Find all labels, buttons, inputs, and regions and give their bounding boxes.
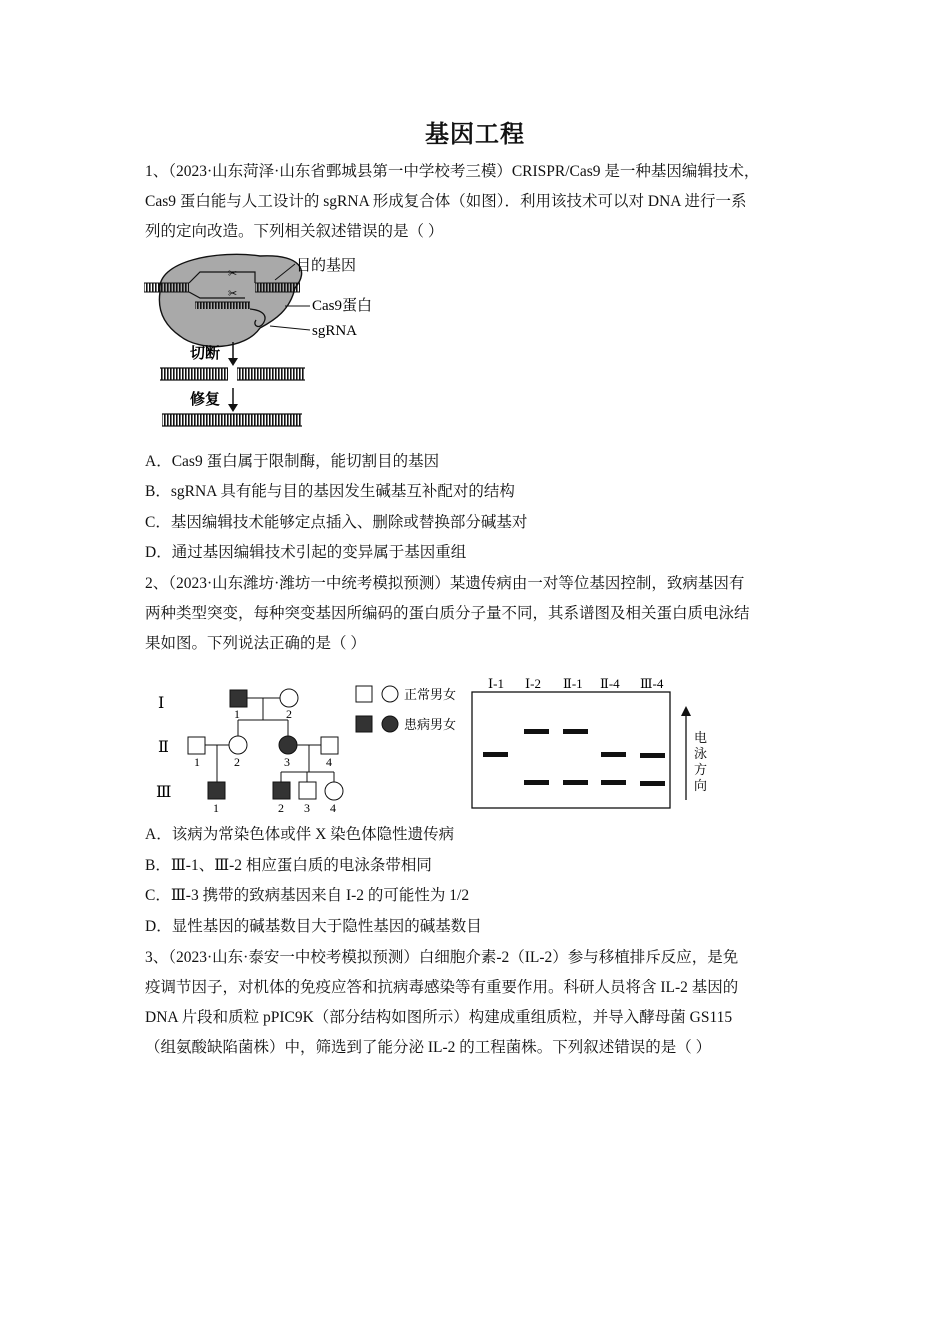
- gel-band: [601, 752, 626, 757]
- question-3-line: （组氨酸缺陷菌株）中，筛选到了能分泌 IL-2 的工程菌株。下列叙述错误的是（ ）: [145, 1039, 712, 1056]
- gel-band: [563, 780, 588, 785]
- label-repair: 修复: [190, 392, 221, 408]
- svg-text:2: 2: [278, 801, 284, 815]
- cut-dna-right: [237, 368, 305, 380]
- question-1-line: 列的定向改造。下列相关叙述错误的是（ ）: [145, 223, 444, 240]
- arrow-down-icon: [228, 358, 238, 366]
- svg-text:2: 2: [286, 707, 292, 721]
- individual-III-3-normal-male: [299, 782, 316, 799]
- gel-band: [640, 753, 665, 758]
- dna-strand-left: [144, 283, 189, 292]
- individual-II-4-normal-male: [321, 737, 338, 754]
- generation-label: Ⅲ: [156, 784, 172, 801]
- question-3-line: DNA 片段和质粒 pPIC9K（部分结构如图所示）构建成重组质粒，并导入酵母菌 GS115: [145, 1009, 733, 1026]
- legend-affected-female-icon: [382, 716, 398, 732]
- label-target-gene: 目的基因: [296, 258, 357, 274]
- question-2-line: 两种类型突变，每种突变基因所编码的蛋白质分子量不同，其系谱图及相关蛋白质电泳结: [145, 605, 750, 622]
- scissors-icon: ✂: [228, 288, 238, 300]
- question-1-option-a: A．Cas9 蛋白属于限制酶，能切割目的基因: [145, 453, 440, 470]
- direction-label: 方: [694, 762, 708, 777]
- direction-label: 电: [694, 730, 708, 745]
- question-1-option-b: B．sgRNA 具有能与目的基因发生碱基互补配对的结构: [145, 483, 515, 500]
- question-1-line: 1、（2023·山东菏泽·山东省鄄城县第一中学校考三模）CRISPR/Cas9 是一种基因编辑技术，: [145, 163, 760, 180]
- individual-II-2-normal-female: [229, 736, 247, 754]
- question-2-line: 果如图。下列说法正确的是（ ）: [145, 635, 366, 652]
- electrophoresis-gel: [470, 672, 720, 812]
- question-1-option-c: C．基因编辑技术能够定点插入、删除或替换部分碱基对: [145, 514, 528, 531]
- svg-text:1: 1: [213, 801, 219, 815]
- question-1-option-d: D．通过基因编辑技术引起的变异属于基因重组: [145, 544, 467, 561]
- gel-band: [640, 781, 665, 786]
- pedigree-chart: [150, 680, 470, 815]
- gel-frame: [472, 692, 670, 808]
- question-3-stem: [145, 943, 810, 1063]
- question-3-line: 疫调节因子，对机体的免疫应答和抗病毒感染等有重要作用。科研人员将含 IL-2 基因的: [145, 979, 739, 996]
- individual-I-2-normal-female: [280, 689, 298, 707]
- crispr-cas9-figure: [140, 250, 380, 435]
- gel-band: [524, 729, 549, 734]
- question-2-line: 2、（2023·山东潍坊·潍坊一中统考模拟预测）某遗传病由一对等位基因控制，致病基因有: [145, 575, 745, 592]
- individual-III-4-normal-female: [325, 782, 343, 800]
- label-cut: 切断: [190, 346, 221, 362]
- repaired-dna: [162, 414, 302, 426]
- question-1-line: Cas9 蛋白能与人工设计的 sgRNA 形成复合体（如图）．利用该技术可以对 DNA 进行一系: [145, 193, 747, 210]
- individual-III-1-affected-male: [208, 782, 225, 799]
- legend-affected-label: 患病男女: [404, 717, 457, 732]
- label-cas9: Cas9蛋白: [312, 298, 373, 314]
- question-2-option-a: A．该病为常染色体或伴 X 染色体隐性遗传病: [145, 826, 455, 843]
- label-sgrna: sgRNA: [312, 323, 358, 339]
- dna-strand-right: [255, 283, 300, 292]
- individual-II-3-affected-female: [279, 736, 297, 754]
- arrow-up-icon: [681, 706, 691, 716]
- svg-text:4: 4: [326, 755, 332, 769]
- individual-III-2-affected-male: [273, 782, 290, 799]
- direction-label: 泳: [694, 746, 708, 761]
- question-1-stem: [145, 157, 810, 247]
- individual-II-1-normal-male: [188, 737, 205, 754]
- svg-text:2: 2: [234, 755, 240, 769]
- lane-label: Ⅲ-4: [640, 676, 664, 691]
- gel-band: [524, 780, 549, 785]
- svg-text:4: 4: [330, 801, 336, 815]
- legend-affected-male-icon: [356, 716, 372, 732]
- svg-text:1: 1: [234, 707, 240, 721]
- question-2-option-b: B．Ⅲ-1、Ⅲ-2 相应蛋白质的电泳条带相同: [145, 857, 432, 874]
- legend-normal-female-icon: [382, 686, 398, 702]
- gel-band: [483, 752, 508, 757]
- lane-label: Ⅰ-1: [488, 676, 504, 691]
- question-2-option-d: D．显性基因的碱基数目大于隐性基因的碱基数目: [145, 918, 482, 935]
- question-2-option-c: C．Ⅲ-3 携带的致病基因来自 I-2 的可能性为 1/2: [145, 887, 470, 904]
- legend-normal-male-icon: [356, 686, 372, 702]
- question-2-stem: [145, 569, 810, 659]
- individual-I-1-affected-male: [230, 690, 247, 707]
- arrow-down-icon: [228, 404, 238, 412]
- generation-label: Ⅱ: [158, 739, 169, 756]
- lane-label: Ⅰ-2: [525, 676, 541, 691]
- scissors-icon: ✂: [228, 268, 238, 280]
- generation-label: Ⅰ: [158, 695, 165, 712]
- gel-band: [601, 780, 626, 785]
- question-3-line: 3、（2023·山东·泰安一中校考模拟预测）白细胞介素-2（IL-2）参与移植排斥反应，是免: [145, 949, 739, 966]
- svg-text:3: 3: [284, 755, 290, 769]
- svg-text:1: 1: [194, 755, 200, 769]
- svg-text:3: 3: [304, 801, 310, 815]
- legend-normal-label: 正常男女: [404, 687, 457, 702]
- lane-label: Ⅱ-1: [563, 676, 583, 691]
- cut-dna-left: [160, 368, 228, 380]
- direction-label: 向: [694, 778, 708, 793]
- gel-band: [563, 729, 588, 734]
- page-title: 基因工程: [425, 122, 525, 148]
- lane-label: Ⅱ-4: [600, 676, 620, 691]
